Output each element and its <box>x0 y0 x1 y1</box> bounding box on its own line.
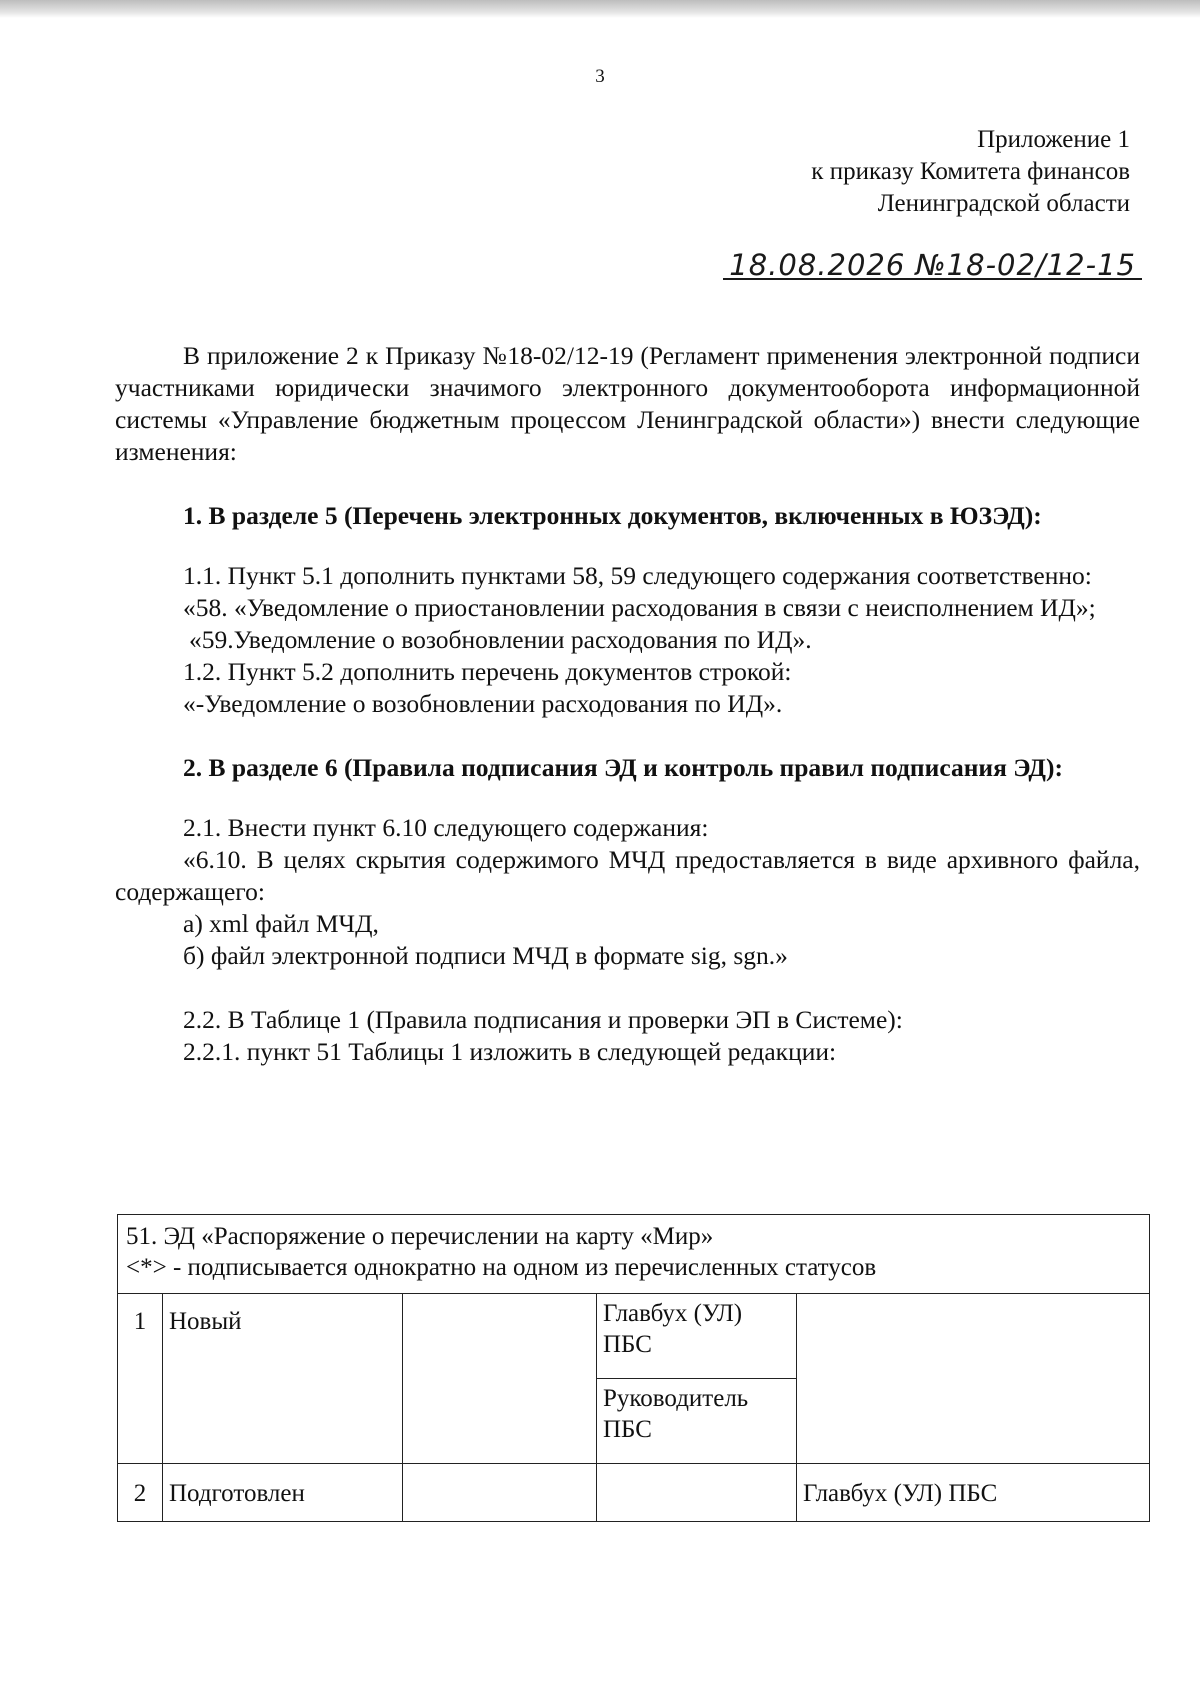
document-body <box>115 340 1140 1068</box>
intro-paragraph: В приложение 2 к Приказу №18-02/12-19 (Регламент применения электронной подписи участниками юридически значимого электронного документооборота информационной системы «Управление бюджетным процессом Ленинградской области») внести следующие изменения: <box>115 341 1140 466</box>
section-2-item-2-2: 2.2. В Таблице 1 (Правила подписания и проверки ЭП в Системе): <box>183 1005 903 1034</box>
handwritten-date-number: 18.08.2026 №18-02/12-15 <box>723 248 1142 284</box>
appendix-line-3: Ленинградской области <box>877 190 1130 217</box>
appendix-line-2: к приказу Комитета финансов <box>811 158 1130 185</box>
table-51 <box>117 1214 1150 1522</box>
table-caption-row <box>118 1215 1150 1294</box>
section-1-item-59: «59.Уведомление о возобновлении расходования по ИД». <box>189 625 812 654</box>
page-number: 3 <box>595 66 605 87</box>
appendix-line-1: Приложение 1 <box>977 126 1130 153</box>
row-last-cell <box>797 1294 1150 1464</box>
row-status: Новый <box>163 1294 403 1464</box>
section-2-item-2-2-1: 2.2.1. пункт 51 Таблицы 1 изложить в следующей редакции: <box>183 1037 837 1066</box>
section-2-heading: 2. В разделе 6 (Правила подписания ЭД и контроль правил подписания ЭД): <box>183 753 1063 782</box>
row-signer-chief-accountant: Главбух (УЛ) ПБС <box>597 1294 797 1379</box>
table-caption-line-1: 51. ЭД «Распоряжение о перечислении на карту «Мир» <box>126 1223 714 1250</box>
table-caption-line-2: <*> - подписывается однократно на одном из перечисленных статусов <box>126 1254 877 1281</box>
row-number: 2 <box>118 1464 163 1522</box>
section-1-heading: 1. В разделе 5 (Перечень электронных документов, включенных в ЮЗЭД): <box>183 501 1042 530</box>
table-row <box>118 1294 1150 1379</box>
empty-cell <box>403 1294 597 1464</box>
row-last-cell: Главбух (УЛ) ПБС <box>797 1464 1150 1522</box>
section-1-new-row: «-Уведомление о возобновлении расходования по ИД». <box>183 689 783 718</box>
empty-cell <box>597 1464 797 1522</box>
section-2-item-6-10: «6.10. В целях скрытия содержимого МЧД предоставляется в виде архивного файла, содержащего: <box>115 845 1140 906</box>
table-caption <box>118 1215 1150 1294</box>
appendix-block <box>811 124 1130 220</box>
empty-cell <box>403 1464 597 1522</box>
section-2-item-2-1: 2.1. Внести пункт 6.10 следующего содержания: <box>183 813 709 842</box>
section-1-item-58: «58. «Уведомление о приостановлении расходования в связи с неисполнением ИД»; <box>183 593 1096 622</box>
table-row <box>118 1464 1150 1522</box>
row-status: Подготовлен <box>163 1464 403 1522</box>
section-2-item-a: а) xml файл МЧД, <box>183 909 379 938</box>
row-signer-head: Руководитель ПБС <box>597 1379 797 1464</box>
scan-top-edge <box>0 0 1200 18</box>
section-2-item-b: б) файл электронной подписи МЧД в формате sig, sgn.» <box>183 941 788 970</box>
row-number: 1 <box>118 1294 163 1464</box>
section-1-item-1-1: 1.1. Пункт 5.1 дополнить пунктами 58, 59 следующего содержания соответственно: <box>183 561 1092 590</box>
section-1-item-1-2: 1.2. Пункт 5.2 дополнить перечень документов строкой: <box>183 657 792 686</box>
